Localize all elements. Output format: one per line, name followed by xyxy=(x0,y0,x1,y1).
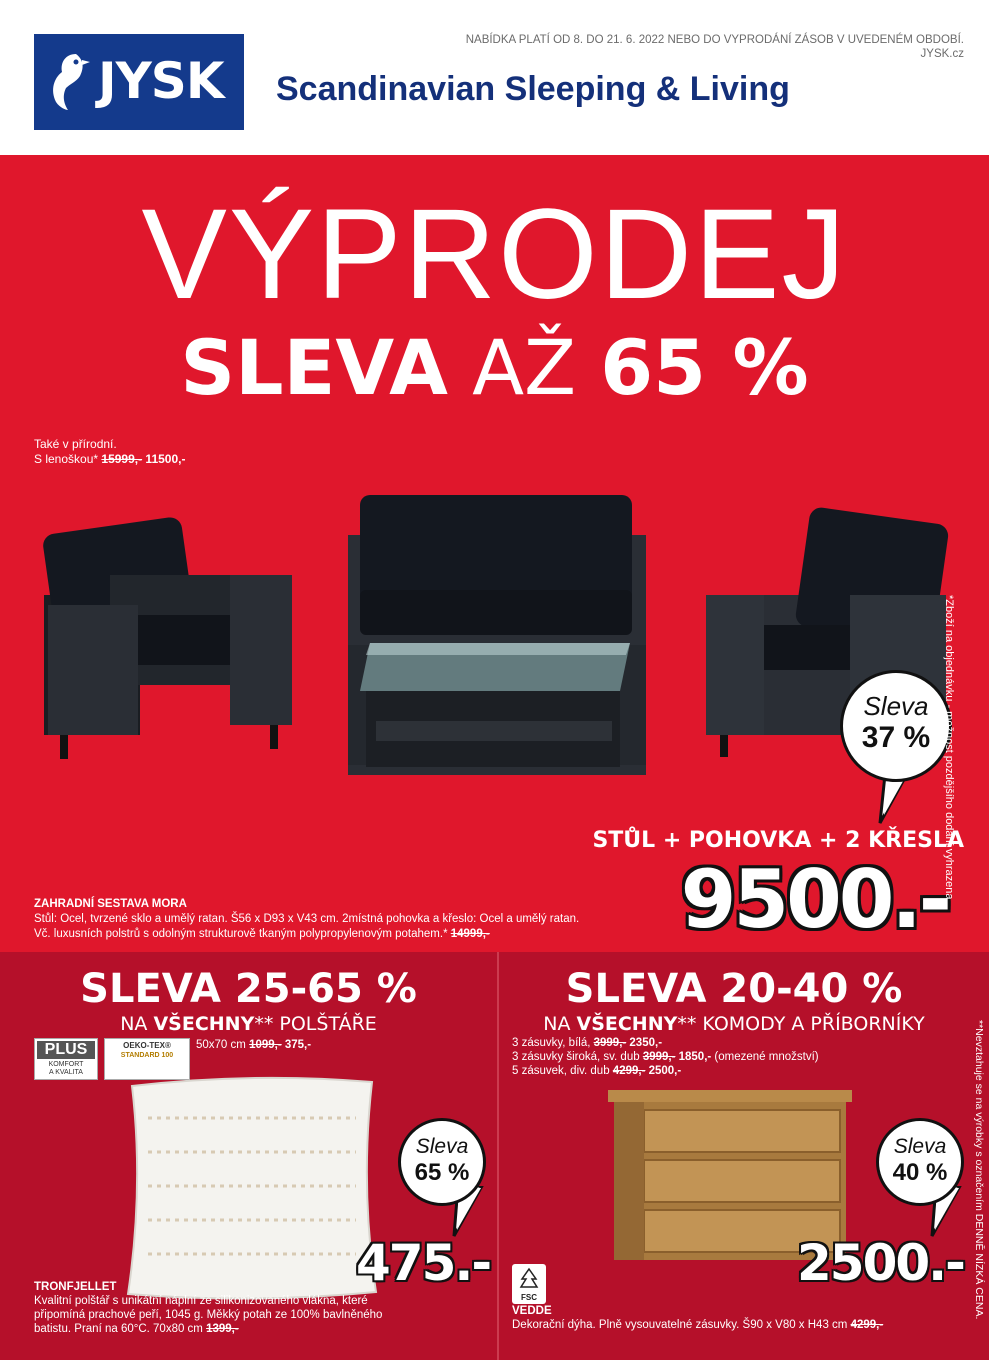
badge-label: Sleva xyxy=(893,1135,947,1158)
exclusion-footnote: **Nevztahuje se na výrobky s označením DENNĚ NÍZKÁ CENA. xyxy=(973,1020,985,1320)
new-price: 375,- xyxy=(281,1039,312,1051)
badge-label: Sleva xyxy=(863,691,929,721)
variant-note: (omezené množství) xyxy=(711,1051,819,1063)
alt-old-price: 15999,- xyxy=(101,452,143,466)
new-price: 2350,- xyxy=(626,1037,663,1049)
product-desc-line xyxy=(34,927,579,942)
variant-item xyxy=(512,1050,819,1064)
dresser-description xyxy=(512,1304,883,1332)
desc-line: Kvalitní polštář s unikátní náplní ze silikonizovaného vlákna, které xyxy=(34,1295,368,1307)
coffee-table xyxy=(360,643,630,767)
pillows-discount: SLEVA 25-65 % xyxy=(80,966,417,1012)
old-price: 1399,- xyxy=(206,1323,239,1335)
old-price: 1099,- xyxy=(249,1039,282,1051)
old-price: 3999,- xyxy=(642,1051,676,1063)
header xyxy=(0,0,989,155)
discount-badge-65 xyxy=(398,1118,486,1206)
desc-line: připomíná prachové peří, 1045 g. Měkký potah ze 100% bavlněného xyxy=(34,1309,383,1321)
old-price: 4299,- xyxy=(850,1319,884,1331)
validity-note xyxy=(466,33,964,61)
alt-line-1: Také v přírodní. xyxy=(34,437,117,451)
desc-text: batistu. Praní na 60°C. 70x80 cm xyxy=(34,1323,207,1335)
product-name: ZAHRADNÍ SESTAVA MORA xyxy=(34,898,187,910)
pillow-size-price xyxy=(196,1038,311,1052)
plus-quality-badge xyxy=(34,1038,98,1080)
old-price: 3999,- xyxy=(593,1037,627,1049)
validity-line: NABÍDKA PLATÍ OD 8. DO 21. 6. 2022 NEBO DO VYPRODÁNÍ ZÁSOB V UVEDENÉM OBDOBÍ. xyxy=(465,34,964,46)
panel-divider xyxy=(497,952,499,1360)
left-armchair xyxy=(42,516,292,759)
garden-furniture-image xyxy=(30,495,960,825)
variant-item xyxy=(512,1036,819,1050)
dressers-subline xyxy=(499,1012,969,1036)
dressers-discount: SLEVA 20-40 % xyxy=(565,966,903,1012)
old-price: 14999,- xyxy=(450,928,490,940)
badge-value: 37 % xyxy=(861,721,931,754)
jysk-logo[interactable] xyxy=(34,34,244,130)
badge-value: 65 % xyxy=(414,1159,470,1186)
alt-label: S lenoškou* xyxy=(34,452,102,466)
hero-sub-percent: 65 % xyxy=(600,323,809,412)
variant-label: 3 zásuvky široká, sv. dub xyxy=(512,1051,643,1063)
dressers-headline xyxy=(499,966,969,1036)
discount-badge-40 xyxy=(876,1118,964,1206)
variant-label: 5 zásuvek, div. dub xyxy=(512,1065,613,1077)
badge-plus-line: A KVALITA xyxy=(49,1069,83,1076)
badge-plus-title: PLUS xyxy=(37,1041,95,1059)
tree-icon xyxy=(518,1267,540,1291)
product-name: VEDDE xyxy=(512,1305,552,1317)
hero-sub-az: AŽ xyxy=(447,323,601,412)
alt-line-2 xyxy=(34,452,185,467)
product-description-mora xyxy=(34,897,579,942)
dresser-price: 2500.- xyxy=(797,1234,964,1292)
size-label: 50x70 cm xyxy=(196,1039,250,1051)
bottom-section xyxy=(0,952,989,1360)
sub-suffix: ** KOMODY A PŘÍBORNÍKY xyxy=(677,1013,925,1035)
pillow-description xyxy=(34,1280,382,1336)
desc-text: Vč. luxusních polstrů s odolným strukturově tkaným polypropylenovým potahem.* xyxy=(34,928,451,940)
sub-prefix: NA xyxy=(543,1013,577,1035)
badge-plus-line: KOMFORT xyxy=(48,1061,84,1068)
fsc-label: FSC xyxy=(521,1293,537,1302)
hero-title: VÝPRODEJ xyxy=(141,183,848,326)
fsc-logo xyxy=(512,1264,546,1304)
hero-sub-sleva: SLEVA xyxy=(180,323,448,412)
oeko-standard: STANDARD 100 xyxy=(120,1052,174,1059)
oeko-title: OEKO-TEX® xyxy=(123,1041,171,1050)
bird-logo-icon xyxy=(46,48,92,114)
brand-name: JYSK xyxy=(98,52,224,110)
variant-label: 3 zásuvky, bílá, xyxy=(512,1037,594,1049)
product-name: TRONFJELLET xyxy=(34,1281,117,1293)
combo-label: STŮL + POHOVKA + 2 KŘESLA xyxy=(592,828,964,853)
product-desc-line: Stůl: Ocel, tvrzené sklo a umělý ratan. Š56 x D93 x V43 cm. 2místná pohovka a křeslo: Ocel a umělý ratan. xyxy=(34,913,580,925)
hero-subtitle xyxy=(0,323,989,413)
desc-line xyxy=(512,1318,883,1332)
hero-price: 9500.- xyxy=(680,853,949,946)
alt-variant-note xyxy=(34,437,185,467)
pillow-image xyxy=(118,1072,386,1302)
badge-label: Sleva xyxy=(415,1135,469,1158)
badge-value: 40 % xyxy=(892,1159,948,1186)
tagline: Scandinavian Sleeping & Living xyxy=(276,70,790,108)
desc-text: Dekorační dýha. Plně vysouvatelné zásuvky. Š90 x V80 x H43 cm xyxy=(512,1319,851,1331)
pillows-subline xyxy=(0,1012,497,1036)
dresser-variants xyxy=(512,1036,819,1078)
pillow-price: 475.- xyxy=(356,1234,491,1292)
new-price: 2500,- xyxy=(645,1065,682,1077)
sub-bold: VŠECHNY xyxy=(576,1013,678,1035)
desc-line xyxy=(34,1322,382,1336)
hero-section xyxy=(0,155,989,952)
sub-prefix: NA xyxy=(120,1013,154,1035)
alt-new-price: 11500,- xyxy=(142,452,186,466)
sub-bold: VŠECHNY xyxy=(153,1013,255,1035)
website-link[interactable]: JYSK.cz xyxy=(920,48,964,60)
pillows-headline xyxy=(0,966,497,1036)
new-price: 1850,- xyxy=(675,1051,712,1063)
old-price: 4299,- xyxy=(612,1065,646,1077)
variant-item xyxy=(512,1064,819,1078)
sub-suffix: ** POLŠTÁŘE xyxy=(254,1013,377,1035)
order-footnote: *Zboží na objednávku - možnost pozdějšího dodání vyhrazena. xyxy=(943,595,955,903)
